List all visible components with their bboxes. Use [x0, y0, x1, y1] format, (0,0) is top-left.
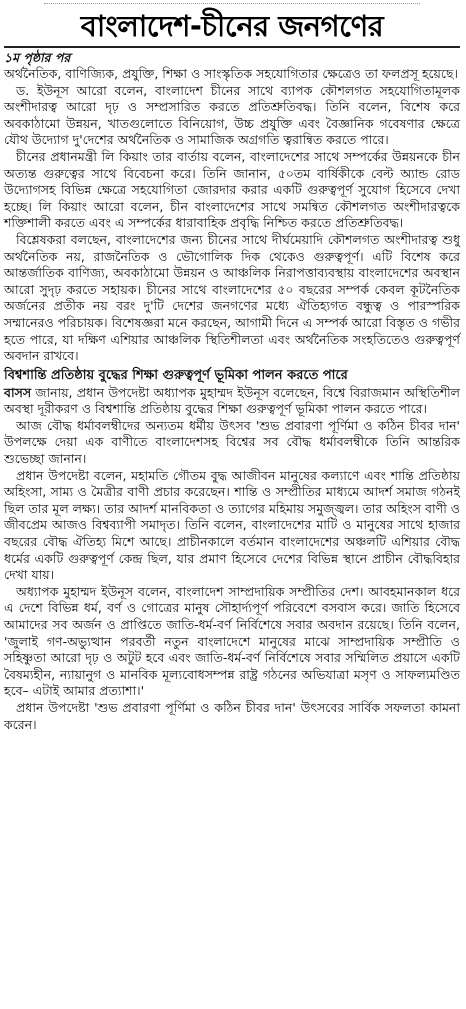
lead-text: জানায়, প্রধান উপদেষ্টা অধ্যাপক মুহাম্মদ ইউনূস বলেছেন, বিশ্বে বিরাজমান অস্থিতিশীল অবস্থা দূরীকরণ ও বিশ্বশান্তি প্রতিষ্ঠায় বুদ্ধের শিক্ষা গুরুত্বপূর্ণ ভূমিকা পালন করতে পারে। — [4, 384, 460, 417]
lead-paragraph — [4, 385, 460, 418]
headline: বাংলাদেশ-চীনের জনগণের — [80, 9, 384, 43]
agency-name: বাসস — [4, 384, 32, 400]
subheadline: বিশ্বশান্তি প্রতিষ্ঠায় বুদ্ধের শিক্ষা গুরুত্বপূর্ণ ভূমিকা পালন করতে পারে — [4, 367, 348, 383]
headline-divider — [4, 46, 460, 48]
paragraph: বিশ্লেষকরা বলছেন, বাংলাদেশের জন্য চীনের সাথে দীর্ঘমেয়াদি কৌশলগত অংশীদারত্ব শুধু অর্থনৈতিক নয়, রাজনৈতিক ও ভৌগোলিক দিক থেকেও গুরুত্বপূর্ণ। এটি বিশেষ করে আন্তর্জাতিক বাণিজ্য, অবকাঠামো উন্নয়ন ও আঞ্চলিক নিরাপত্তাব্যবস্থায় বাংলাদেশের অবস্থান আরো সুদৃঢ় করতে সহায়ক। চীনের সাথে বাংলাদেশের ৫০ বছরের সম্পর্ক কেবল কূটনৈতিক অর্জনের প্রতীক নয় বরং দু'টি দেশের জনগণের মধ্যে ঐতিহ্যগত বন্ধুত্ব ও পারস্পরিক সম্মানেরও পরিচায়ক। বিশেষজ্ঞরা মনে করছেন, আগামী দিনে এ সম্পর্ক আরো বিস্তৃত ও গভীর হতে পারে, যা দক্ষিণ এশিয়ার আঞ্চলিক স্থিতিশীলতা এবং অর্থনৈতিক সংহতিতেও গুরুত্বপূর্ণ অবদান রাখবে। — [4, 231, 460, 364]
paragraph: প্রধান উপদেষ্টা বলেন, মহামতি গৌতম বুদ্ধ আজীবন মানুষের কল্যাণে এবং শান্তি প্রতিষ্ঠায় অহিংসা, সাম্য ও মৈত্রীর বাণী প্রচার করেছেন। শান্তি ও সম্প্রীতির মাধ্যমে আদর্শ সমাজ গঠনই ছিল তার মূল লক্ষ্য। তার আদর্শ মানবিকতা ও ত্যাগের মহিমায় সমুজ্জ্বল। তার অহিংস বাণী ও জীবপ্রেম আজও বিশ্বব্যাপী সমাদৃত। তিনি বলেন, বাংলাদেশের মাটি ও মানুষের সাথে হাজার বছরের বৌদ্ধ ঐতিহ্য মিশে আছে। প্রাচীনকালে বর্তমান বাংলাদেশের অঞ্চলটি এশিয়ার বৌদ্ধ ধর্মের একটি গুরুত্বপূর্ণ কেন্দ্র ছিল, যার প্রমাণ হিসেবে দেশের বিভিন্ন স্থানে প্রাচীন বৌদ্ধবিহার দেখা যায়। — [4, 467, 460, 583]
paragraph: অধ্যাপক মুহাম্মদ ইউনূস বলেন, বাংলাদেশ সাম্প্রদায়িক সম্প্রীতির দেশ। আবহমানকাল ধরে এ দেশে বিভিন্ন ধর্ম, বর্ণ ও গোত্রের মানুষ সৌহার্দ্যপূর্ণ পরিবেশে বসবাস করে। জাতি হিসেবে আমাদের সব অর্জন ও প্রাপ্তিতে জাতি-ধর্ম-বর্ণ নির্বিশেষে সবার অবদান রয়েছে। তিনি বলেন, 'জুলাই গণ-অভ্যুত্থান পরবর্তী নতুন বাংলাদেশে মানুষের মাঝে সাম্প্রদায়িক সম্প্রীতি ও সহিষ্ণুতা আরো দৃঢ় ও অটুট হবে এবং জাতি-ধর্ম-বর্ণ নির্বিশেষে সবার সম্মিলিত প্রয়াসে একটি বৈষম্যহীন, ন্যায়ানুগ ও মানবিক মূল্যবোধসম্পন্ন রাষ্ট্র গঠনের অভিযাত্রা মসৃণ ও সাফল্যমণ্ডিত হবে– এটাই আমার প্রত্যাশা।' — [4, 583, 460, 699]
continued-from-label: ১ম পৃষ্ঠার পর — [4, 50, 71, 65]
paragraph: আজ বৌদ্ধ ধর্মাবলম্বীদের অন্যতম ধর্মীয় উৎসব 'শুভ প্রবারণা পূর্ণিমা ও কঠিন চীবর দান' উপলক্ষে দেয়া এক বাণীতে বাংলাদেশসহ বিশ্বের সব বৌদ্ধ ধর্মাবলম্বীকে তিনি আন্তরিক শুভেচ্ছা জানান। — [4, 417, 460, 467]
paragraph: ড. ইউনূস আরো বলেন, বাংলাদেশ চীনের সাথে ব্যাপক কৌশলগত সহযোগিতামূলক অংশীদারত্ব আরো দৃঢ় ও সম্প্রসারিত করতে প্রতিশ্রুতিবদ্ধ। তিনি বলেন, বিশেষ করে অবকাঠামো উন্নয়ন, খাতগুলোতে বিনিয়োগ, উচ্চ প্রযুক্তি এবং বৈজ্ঞানিক গবেষণার ক্ষেত্রে যৌথ উদ্যোগ দু'দেশের অর্থনৈতিক ও সামাজিক অগ্রগতি ত্বরান্বিত করতে পারে। — [4, 82, 460, 148]
article-body-part1 — [4, 50, 460, 365]
paragraph: প্রধান উপদেষ্টা 'শুভ প্রবারণা পূর্ণিমা ও কঠিন চীবর দান' উৎসবের সার্বিক সফলতা কামনা করেন। — [4, 699, 460, 732]
paragraph: অর্থনৈতিক, বাণিজ্যিক, প্রযুক্তি, শিক্ষা ও সাংস্কৃতিক সহযোগিতার ক্ষেত্রেও তা ফলপ্রসূ হয়েছে। — [4, 66, 458, 81]
cropped-top-edge — [44, 0, 420, 4]
paragraph: চীনের প্রধানমন্ত্রী লি কিয়াং তার বার্তায় বলেন, বাংলাদেশের সাথে সম্পর্কের উন্নয়নকে চীন অত্যন্ত গুরুত্বের সাথে বিবেচনা করে। তিনি জানান, ৫০তম বার্ষিকীকে বেল্ট অ্যান্ড রোড উদ্যোগসহ বিভিন্ন ক্ষেত্রে সহযোগিতা জোরদার করার একটি গুরুত্বপূর্ণ সুযোগ হিসেবে দেখা হচ্ছে। লি কিয়াং আরো বলেন, চীন বাংলাদেশের সাথে সমন্বিত কৌশলগত অংশীদারত্বকে শক্তিশালী করতে এবং এ সম্পর্কের ধারাবাহিক প্রবৃদ্ধি নিশ্চিত করতে প্রতিশ্রুতিবদ্ধ। — [4, 148, 460, 231]
article-body-part2 — [4, 385, 460, 733]
